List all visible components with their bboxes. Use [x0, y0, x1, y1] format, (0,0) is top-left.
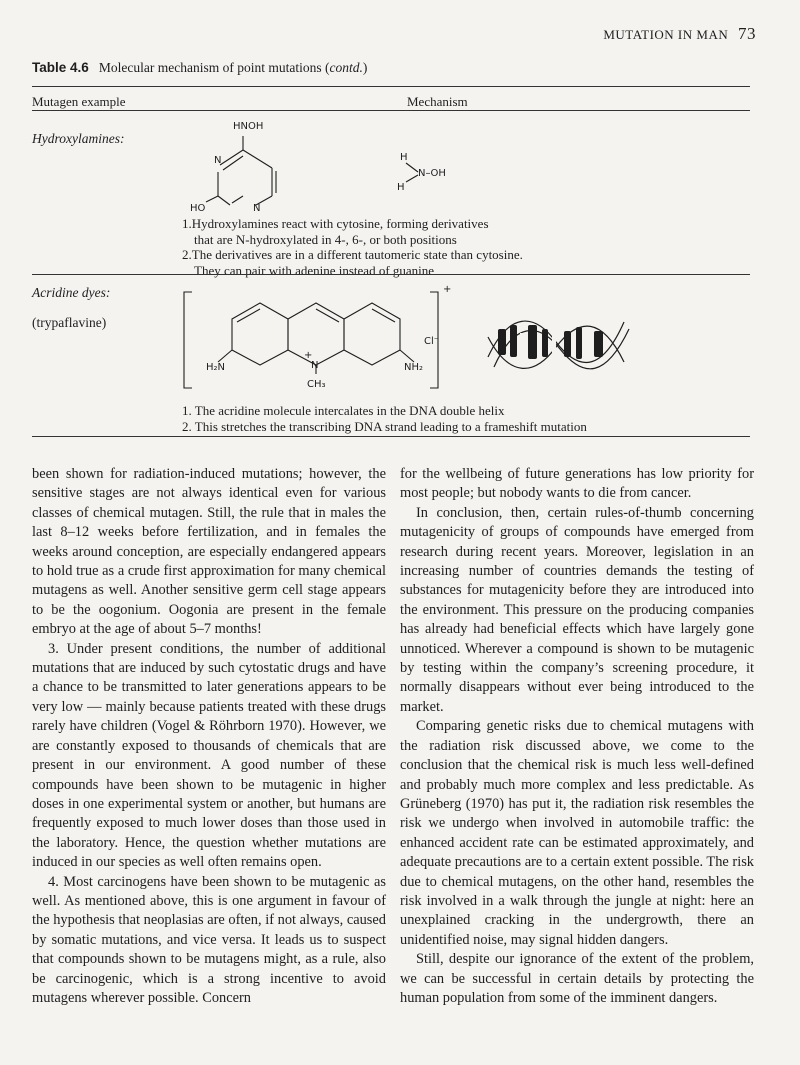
table-top-rule [32, 86, 750, 87]
row-divider [32, 274, 750, 275]
paragraph: Comparing genetic risks due to chemical mutagens with the radiation risk discussed above, we come to the conclusion that the chemical risk is much less well-defined and probably much more complex and less predictable. As Grüneberg (1970) has put it, the radiation risk resembles the risk we undergo when involved in automobile traffic: the enhanced accident rate can be estimated approximately, and adequate precautions are to a certain extent possible. The risk due to chemical mutagens, on the other hand, resembles the risk involved in a walk through the jungle at night: here an unexplained cracking in the undergrowth, there an unidentified noise, may signal hidden dangers. [400, 718, 754, 948]
page-number: 73 [738, 24, 756, 43]
table-caption: Table 4.6 Molecular mechanism of point mutations (contd.) [32, 60, 368, 75]
paragraph: In conclusion, then, certain rules-of-thumb concerning mutagenicity of groups of compounds have emerged from research during recent years. Moreover, legislation in an increasing number of countries demands the testing of substances for mutagenicity before they are introduced into the environment. This pressure on the producing companies has already had beneficial effects which have largely gone unnoticed. Wherever a compound is shown to be mutagenic by testing within the company’s screening procedure, it normally disappears without ever being introduced to the market. [400, 504, 754, 715]
mechanism-line: 2. This stretches the transcribing DNA strand leading to a frameshift mutation [182, 418, 587, 434]
label-ho: HO [190, 203, 206, 214]
row-example-trypaflavine: (trypaflavine) [32, 315, 107, 330]
label-chloride: Cl⁻ [424, 336, 440, 347]
label-ring-n-bottom: N [253, 203, 261, 214]
paragraph: been shown for radiation-induced mutations; however, the sensitive stages are not always identical even for various classes of chemical mutagen. Still, the rule that in males the last 8–12 weeks before fertilization, and in females the weeks around conception, are especially endangered appears to hold true as a crude first approximation for many chemical mutagens as well. Another sensitive germ cell stage appears to be the oogonium. Oogonia are present in the female embryo at the age of about 5–7 months! [32, 466, 386, 638]
mechanism-acridine [182, 403, 587, 434]
mechanism-line: 1.Hydroxylamines react with cytosine, forming derivatives [182, 216, 489, 231]
dna-helix-illustration [484, 297, 634, 382]
running-header [603, 24, 756, 44]
row-label-acridine: Acridine dyes: [32, 285, 111, 300]
cytosine-structure [190, 118, 310, 218]
table-header-rule [32, 110, 750, 111]
label-h2n: H₂N [206, 362, 226, 373]
label-ch3: CH₃ [307, 379, 326, 390]
mechanism-line: 1. The acridine molecule intercalates in the DNA double helix [182, 403, 505, 418]
label-n-oh: N–OH [418, 168, 446, 179]
label-h-top: H [400, 152, 408, 163]
paragraph: for the wellbeing of future generations has low priority for most people; but nobody wants to die from cancer. [400, 466, 754, 502]
label-hnoh: HNOH [233, 121, 264, 132]
mechanism-line: 2.The derivatives are in a different tautomeric state than cytosine. [182, 247, 523, 262]
label-nh2: NH₂ [404, 362, 424, 373]
label-ring-n-top: N [214, 155, 222, 166]
paragraph: 3. Under present conditions, the number of additional mutations that are induced by such cytostatic drugs and have a chance to be transmitted to later generations appears to be very low — mainly because patients treated with these drugs rarely have children (Vogel & Röhrborn 1970). However, we are constantly exposed to thousands of chemicals that are present in our environment. A good number of these compounds have been shown to be mutagenic in higher doses in one experimental system or another, but humans are frequently exposed to much lower doses than those used in the laboratory. Hence, the question whether mutations are induced in our species as well often remains open. [32, 640, 386, 871]
table-bottom-rule [32, 436, 750, 437]
body-column-left [32, 465, 386, 1008]
column-header-mechanism: Mechanism [407, 94, 468, 109]
mechanism-hydroxylamines [182, 216, 523, 278]
body-column-right [400, 465, 754, 1008]
running-title: MUTATION IN MAN [603, 27, 729, 42]
label-ring-n-plus: N [311, 360, 319, 371]
label-h-bottom: H [397, 182, 405, 193]
label-plus: + [304, 350, 313, 361]
label-charge: + [443, 284, 452, 295]
column-header-mutagen: Mutagen example [32, 94, 126, 109]
mechanism-line: They can pair with adenine instead of guanine [194, 262, 435, 278]
paragraph: 4. Most carcinogens have been shown to be mutagenic as well. As mentioned above, this is one argument in favour of the hypothesis that neoplasias are often, if not always, caused by somatic mutations, and vice versa. It leads us to suspect that compounds shown to be mutagens might, as a rule, also be carcinogenic, which is a strong incentive to avoid mutagens wherever possible. Concern [32, 873, 386, 1006]
paragraph: Still, despite our ignorance of the extent of the problem, we can be successful in certain details by protecting the human population from some of the imminent dangers. [400, 951, 754, 1006]
mechanism-line: that are N-hydroxylated in 4-, 6-, or both positions [194, 231, 457, 247]
row-label-hydroxylamines: Hydroxylamines: [32, 131, 125, 146]
table-label: Table 4.6 [32, 60, 89, 75]
